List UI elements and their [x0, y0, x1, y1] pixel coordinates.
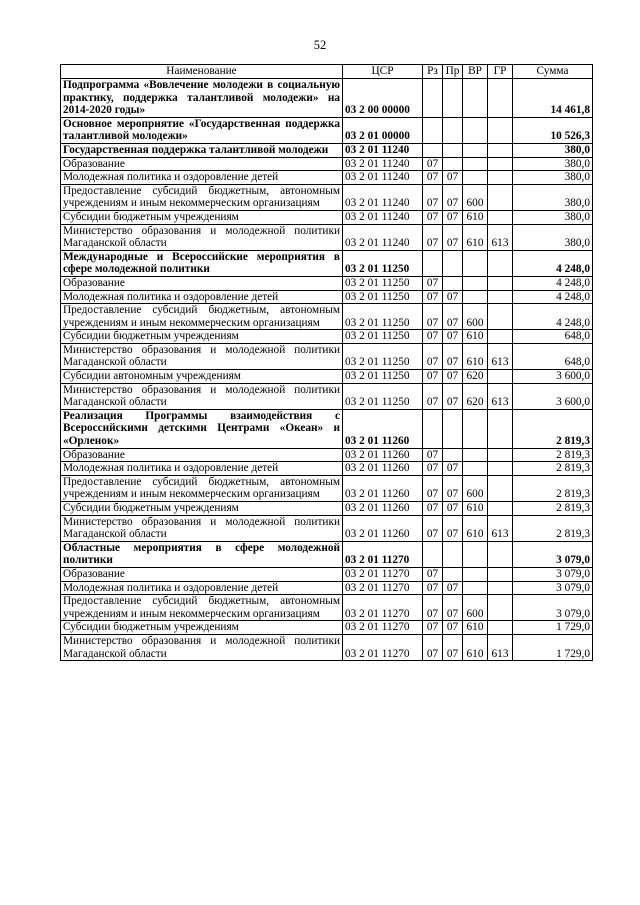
table-row [61, 370, 593, 384]
cell-vr [463, 567, 488, 581]
cell-rz [423, 143, 443, 157]
cell-sum: 2 819,3 [513, 448, 593, 462]
cell-rz: 07 [423, 581, 443, 595]
cell-pr: 07 [443, 290, 463, 304]
table-row [61, 409, 593, 448]
cell-sum: 380,0 [513, 210, 593, 224]
cell-vr: 620 [463, 370, 488, 384]
header-sum: Сумма [513, 65, 593, 79]
cell-name: Министерство образования и молодежной политики Магаданской области [61, 634, 343, 660]
cell-gr [488, 475, 513, 501]
cell-gr [488, 370, 513, 384]
cell-vr: 610 [463, 621, 488, 635]
cell-rz: 07 [423, 634, 443, 660]
cell-gr: 613 [488, 343, 513, 369]
cell-sum: 4 248,0 [513, 250, 593, 276]
cell-sum: 380,0 [513, 184, 593, 210]
table-row [61, 171, 593, 185]
cell-csr: 03 2 01 11260 [343, 462, 423, 476]
table-row [61, 184, 593, 210]
cell-pr: 07 [443, 581, 463, 595]
table-row [61, 581, 593, 595]
cell-vr [463, 79, 488, 118]
cell-gr [488, 409, 513, 448]
cell-gr [488, 250, 513, 276]
table-row [61, 290, 593, 304]
cell-csr: 03 2 01 11270 [343, 581, 423, 595]
cell-sum: 2 819,3 [513, 462, 593, 476]
cell-rz: 07 [423, 567, 443, 581]
cell-csr: 03 2 01 11240 [343, 171, 423, 185]
cell-pr [443, 157, 463, 171]
cell-name: Субсидии бюджетным учреждениям [61, 621, 343, 635]
cell-rz: 07 [423, 290, 443, 304]
cell-gr: 613 [488, 383, 513, 409]
cell-name: Субсидии автономным учреждениям [61, 370, 343, 384]
table-row [61, 250, 593, 276]
cell-sum: 2 819,3 [513, 502, 593, 516]
cell-name: Образование [61, 567, 343, 581]
cell-rz: 07 [423, 343, 443, 369]
cell-vr: 610 [463, 224, 488, 250]
cell-csr: 03 2 01 11270 [343, 567, 423, 581]
cell-pr [443, 276, 463, 290]
table-row [61, 515, 593, 541]
cell-name: Субсидии бюджетным учреждениям [61, 502, 343, 516]
cell-rz [423, 409, 443, 448]
cell-gr [488, 290, 513, 304]
cell-gr [488, 210, 513, 224]
cell-vr [463, 448, 488, 462]
cell-name: Министерство образования и молодежной политики Магаданской области [61, 224, 343, 250]
cell-rz: 07 [423, 210, 443, 224]
cell-csr: 03 2 01 11270 [343, 595, 423, 621]
cell-sum: 14 461,8 [513, 79, 593, 118]
cell-vr [463, 462, 488, 476]
cell-name: Министерство образования и молодежной политики Магаданской области [61, 515, 343, 541]
cell-sum: 1 729,0 [513, 634, 593, 660]
cell-gr [488, 276, 513, 290]
cell-sum: 2 819,3 [513, 409, 593, 448]
table-row [61, 117, 593, 143]
table-row [61, 143, 593, 157]
cell-name: Образование [61, 448, 343, 462]
cell-gr [488, 541, 513, 567]
cell-rz: 07 [423, 330, 443, 344]
cell-rz [423, 541, 443, 567]
cell-gr [488, 171, 513, 185]
cell-csr: 03 2 01 11250 [343, 343, 423, 369]
cell-rz: 07 [423, 184, 443, 210]
cell-gr: 613 [488, 634, 513, 660]
cell-csr: 03 2 01 11270 [343, 634, 423, 660]
cell-sum: 1 729,0 [513, 621, 593, 635]
cell-name: Предоставление субсидий бюджетным, автономным учреждениям и иным некоммерческим организациям [61, 475, 343, 501]
cell-pr [443, 79, 463, 118]
cell-csr: 03 2 01 11240 [343, 210, 423, 224]
cell-name: Образование [61, 157, 343, 171]
cell-pr [443, 250, 463, 276]
cell-rz: 07 [423, 462, 443, 476]
cell-pr: 07 [443, 502, 463, 516]
header-csr: ЦСР [343, 65, 423, 79]
cell-rz: 07 [423, 475, 443, 501]
cell-gr [488, 330, 513, 344]
cell-sum: 2 819,3 [513, 475, 593, 501]
table-row [61, 541, 593, 567]
header-rz: Рз [423, 65, 443, 79]
header-name: Наименование [61, 65, 343, 79]
cell-csr: 03 2 01 11270 [343, 621, 423, 635]
cell-sum: 3 079,0 [513, 567, 593, 581]
table-header-row [61, 65, 593, 79]
table-row [61, 462, 593, 476]
table-row [61, 304, 593, 330]
cell-sum: 380,0 [513, 157, 593, 171]
cell-pr [443, 567, 463, 581]
cell-name: Государственная поддержка талантливой молодежи [61, 143, 343, 157]
cell-name: Министерство образования и молодежной политики Магаданской области [61, 343, 343, 369]
cell-csr: 03 2 01 11250 [343, 370, 423, 384]
cell-gr [488, 157, 513, 171]
cell-name: Международные и Всероссийские мероприятия в сфере молодежной политики [61, 250, 343, 276]
cell-vr [463, 143, 488, 157]
cell-gr: 613 [488, 224, 513, 250]
cell-sum: 4 248,0 [513, 290, 593, 304]
cell-name: Предоставление субсидий бюджетным, автономным учреждениям и иным некоммерческим организациям [61, 304, 343, 330]
cell-csr: 03 2 01 11250 [343, 330, 423, 344]
cell-pr: 07 [443, 343, 463, 369]
cell-sum: 3 079,0 [513, 541, 593, 567]
cell-pr: 07 [443, 634, 463, 660]
cell-gr: 613 [488, 515, 513, 541]
cell-pr: 07 [443, 171, 463, 185]
table-row [61, 383, 593, 409]
cell-name: Реализация Программы взаимодействия с Всероссийскими детскими Центрами «Океан» и «Орленок» [61, 409, 343, 448]
cell-name: Молодежная политика и оздоровление детей [61, 290, 343, 304]
cell-sum: 4 248,0 [513, 304, 593, 330]
cell-name: Областные мероприятия в сфере молодежной политики [61, 541, 343, 567]
cell-rz: 07 [423, 595, 443, 621]
table-row [61, 343, 593, 369]
cell-rz: 07 [423, 304, 443, 330]
cell-sum: 3 079,0 [513, 581, 593, 595]
cell-gr [488, 621, 513, 635]
cell-rz [423, 79, 443, 118]
cell-rz: 07 [423, 515, 443, 541]
cell-vr: 610 [463, 502, 488, 516]
header-pr: Пр [443, 65, 463, 79]
cell-pr [443, 117, 463, 143]
cell-rz: 07 [423, 224, 443, 250]
cell-csr: 03 2 01 11250 [343, 250, 423, 276]
table-row [61, 595, 593, 621]
cell-sum: 380,0 [513, 224, 593, 250]
cell-pr: 07 [443, 304, 463, 330]
cell-name: Молодежная политика и оздоровление детей [61, 462, 343, 476]
table-row [61, 502, 593, 516]
cell-name: Молодежная политика и оздоровление детей [61, 581, 343, 595]
cell-rz [423, 117, 443, 143]
cell-vr [463, 157, 488, 171]
cell-vr [463, 541, 488, 567]
cell-vr: 620 [463, 383, 488, 409]
cell-pr [443, 143, 463, 157]
cell-pr: 07 [443, 330, 463, 344]
cell-vr: 610 [463, 330, 488, 344]
cell-name: Основное мероприятие «Государственная поддержка талантливой молодежи» [61, 117, 343, 143]
cell-pr [443, 541, 463, 567]
cell-sum: 648,0 [513, 343, 593, 369]
cell-name: Субсидии бюджетным учреждениям [61, 330, 343, 344]
cell-pr: 07 [443, 184, 463, 210]
header-vr: ВР [463, 65, 488, 79]
cell-csr: 03 2 01 11240 [343, 184, 423, 210]
cell-csr: 03 2 01 11250 [343, 290, 423, 304]
cell-pr [443, 448, 463, 462]
cell-gr [488, 143, 513, 157]
cell-pr: 07 [443, 210, 463, 224]
cell-pr: 07 [443, 515, 463, 541]
cell-csr: 03 2 01 11250 [343, 276, 423, 290]
cell-sum: 3 600,0 [513, 383, 593, 409]
table-row [61, 634, 593, 660]
cell-csr: 03 2 01 00000 [343, 117, 423, 143]
cell-rz: 07 [423, 383, 443, 409]
table-row [61, 621, 593, 635]
cell-vr [463, 117, 488, 143]
cell-pr: 07 [443, 475, 463, 501]
cell-sum: 10 526,3 [513, 117, 593, 143]
cell-rz: 07 [423, 621, 443, 635]
cell-sum: 3 600,0 [513, 370, 593, 384]
cell-name: Подпрограмма «Вовлечение молодежи в социальную практику, поддержка талантливой молодежи» на 2014-2020 годы» [61, 79, 343, 118]
cell-csr: 03 2 01 11260 [343, 409, 423, 448]
table-row [61, 448, 593, 462]
table-row [61, 79, 593, 118]
cell-name: Субсидии бюджетным учреждениям [61, 210, 343, 224]
cell-pr: 07 [443, 621, 463, 635]
cell-pr [443, 409, 463, 448]
cell-csr: 03 2 01 11250 [343, 304, 423, 330]
cell-pr: 07 [443, 595, 463, 621]
cell-rz: 07 [423, 370, 443, 384]
table-body [61, 79, 593, 661]
cell-csr: 03 2 01 11260 [343, 448, 423, 462]
cell-csr: 03 2 01 11270 [343, 541, 423, 567]
cell-name: Министерство образования и молодежной политики Магаданской области [61, 383, 343, 409]
cell-rz: 07 [423, 171, 443, 185]
cell-gr [488, 448, 513, 462]
cell-gr [488, 462, 513, 476]
cell-gr [488, 79, 513, 118]
cell-rz: 07 [423, 502, 443, 516]
budget-table [60, 64, 593, 661]
table-row [61, 567, 593, 581]
cell-vr: 610 [463, 343, 488, 369]
cell-gr [488, 567, 513, 581]
cell-gr [488, 304, 513, 330]
cell-sum: 4 248,0 [513, 276, 593, 290]
cell-vr [463, 250, 488, 276]
table-row [61, 475, 593, 501]
cell-sum: 380,0 [513, 143, 593, 157]
cell-vr: 600 [463, 304, 488, 330]
cell-gr [488, 595, 513, 621]
cell-vr [463, 171, 488, 185]
cell-csr: 03 2 00 00000 [343, 79, 423, 118]
cell-gr [488, 581, 513, 595]
cell-name: Молодежная политика и оздоровление детей [61, 171, 343, 185]
table-row [61, 157, 593, 171]
cell-pr: 07 [443, 383, 463, 409]
cell-sum: 380,0 [513, 171, 593, 185]
cell-vr: 610 [463, 515, 488, 541]
cell-vr [463, 290, 488, 304]
cell-csr: 03 2 01 11240 [343, 224, 423, 250]
cell-pr: 07 [443, 370, 463, 384]
page-number: 52 [313, 38, 327, 52]
table-row [61, 224, 593, 250]
cell-vr: 600 [463, 595, 488, 621]
cell-vr: 600 [463, 184, 488, 210]
cell-csr: 03 2 01 11250 [343, 383, 423, 409]
cell-vr [463, 276, 488, 290]
cell-csr: 03 2 01 11260 [343, 515, 423, 541]
cell-name: Предоставление субсидий бюджетным, автономным учреждениям и иным некоммерческим организациям [61, 595, 343, 621]
cell-vr: 610 [463, 210, 488, 224]
cell-sum: 3 079,0 [513, 595, 593, 621]
cell-vr [463, 581, 488, 595]
cell-gr [488, 184, 513, 210]
cell-pr: 07 [443, 224, 463, 250]
table-row [61, 276, 593, 290]
cell-name: Предоставление субсидий бюджетным, автономным учреждениям и иным некоммерческим организациям [61, 184, 343, 210]
cell-pr: 07 [443, 462, 463, 476]
cell-rz: 07 [423, 448, 443, 462]
table-row [61, 210, 593, 224]
cell-vr: 610 [463, 634, 488, 660]
table-row [61, 330, 593, 344]
cell-sum: 2 819,3 [513, 515, 593, 541]
cell-vr: 600 [463, 475, 488, 501]
cell-csr: 03 2 01 11240 [343, 143, 423, 157]
cell-rz: 07 [423, 276, 443, 290]
cell-csr: 03 2 01 11260 [343, 475, 423, 501]
cell-csr: 03 2 01 11240 [343, 157, 423, 171]
cell-csr: 03 2 01 11260 [343, 502, 423, 516]
cell-gr [488, 117, 513, 143]
cell-gr [488, 502, 513, 516]
cell-rz [423, 250, 443, 276]
cell-name: Образование [61, 276, 343, 290]
cell-sum: 648,0 [513, 330, 593, 344]
cell-rz: 07 [423, 157, 443, 171]
cell-vr [463, 409, 488, 448]
header-gr: ГР [488, 65, 513, 79]
